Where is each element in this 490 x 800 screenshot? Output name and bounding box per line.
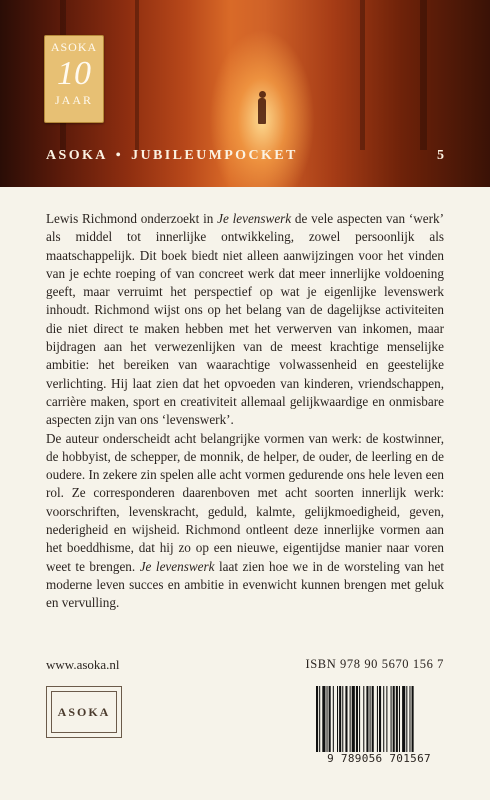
cover-image	[0, 0, 490, 187]
barcode-bar	[337, 686, 338, 752]
barcode-bar	[377, 686, 378, 752]
barcode-bar	[345, 686, 347, 752]
barcode	[314, 686, 444, 768]
walking-figure-head	[259, 91, 266, 98]
badge-number: 10	[57, 55, 91, 92]
barcode-bar	[352, 686, 355, 752]
barcode-bar	[359, 686, 360, 752]
barcode-bar	[329, 686, 331, 752]
barcode-bar	[393, 686, 395, 752]
series-title	[46, 148, 446, 170]
barcode-bar	[383, 686, 384, 752]
blurb	[46, 210, 444, 613]
blurb-p1-text-b: de vele aspecten van ‘werk’ als middel tot innerlijke ontwikkeling, zowel persoonlijk als maatschappelijk. Dit boek biedt niet alleen aanwijzingen voor het vinden van je echte roeping of van concreet werk dat meer innerlijke voldoening geeft, maar verruimt het perspectief op wat je eigenlijke levenswerk inhoudt. Richmond wijst ons op het belang van de dagelijkse activiteiten die niet direct te maken hebben met het verwerven van inkomen, maar bijdragen aan het verwezenlijken van de meest krachtige menselijke ambitie: het bereiken van waarachtige volwassenheid en geestelijke verlichting. Hij laat zien dat het opvoeden van kinderen, vriendschappen, carrière maken, sport en creativiteit allemaal gelijkwaardige en onmisbare aspecten zijn van ons ‘levenswerk’.	[46, 211, 444, 428]
logo-text: ASOKA	[57, 704, 111, 719]
book-title-ref: Je levenswerk	[139, 558, 215, 574]
barcode-bar	[379, 686, 381, 752]
badge-publisher: ASOKA	[50, 40, 98, 54]
barcode-bar	[322, 686, 325, 752]
barcode-bar	[402, 686, 405, 752]
barcode-bar	[342, 686, 343, 752]
barcode-bar	[412, 686, 414, 752]
barcode-bar	[327, 686, 328, 752]
publisher-logo	[46, 686, 122, 738]
barcode-bar	[356, 686, 358, 752]
barcode-bars	[314, 686, 444, 752]
barcode-bar	[370, 686, 371, 752]
barcode-bar	[333, 686, 334, 752]
blurb-paragraph-1	[46, 210, 444, 430]
barcode-bar	[366, 686, 368, 752]
barcode-bar	[316, 686, 318, 752]
walking-figure	[258, 98, 266, 124]
anniversary-badge	[44, 35, 104, 123]
barcode-bar	[396, 686, 398, 752]
barcode-bar	[386, 686, 387, 752]
barcode-bar	[399, 686, 400, 752]
series-separator: •	[115, 148, 124, 163]
barcode-bar	[339, 686, 341, 752]
series-subtitle: JUBILEUMPOCKET	[131, 148, 298, 163]
barcode-bar	[391, 686, 392, 752]
series-name: ASOKA	[46, 148, 108, 163]
barcode-bar	[372, 686, 374, 752]
badge-years: JAAR	[54, 93, 93, 107]
barcode-bar	[406, 686, 407, 752]
blurb-p2-text-a: De auteur onderscheidt acht belangrijke vormen van werk: de kostwinner, de hobbyist, de schepper, de monnik, de helper, de ouder, de leerling en de oudere. In zekere zin spelen alle acht vormen gedurende ons hele leven een rol. Ze corresponderen daarenboven met acht soorten innerlijk werk: voorschriften, levenskracht, geduld, kalmte, gelijkmoedigheid, geven, nederigheid en wijsheid. Richmond ontleent deze innerlijke vormen aan het boeddhisme, dat hij zo op een nieuwe, eigentijdse manier naar voren weet te brengen.	[46, 430, 444, 574]
blurb-p1-text-a: Lewis Richmond onderzoekt in	[46, 211, 218, 226]
book-title-ref: Je levenswerk	[217, 211, 292, 226]
blurb-paragraph-2	[46, 430, 444, 613]
publisher-url[interactable]: www.asoka.nl	[46, 657, 120, 672]
barcode-bar	[350, 686, 351, 752]
barcode-bar	[363, 686, 364, 752]
barcode-bar	[409, 686, 410, 752]
series-number: 5	[437, 148, 444, 163]
isbn: ISBN 978 90 5670 156 7	[305, 657, 444, 671]
blurb-p2-text-b: laat zien hoe we in de worsteling van het moderne leven succes en ambitie in evenwicht kunnen brengen met geluk en vervulling.	[46, 558, 444, 611]
barcode-digits: 9 789056 701567	[327, 752, 431, 765]
barcode-bar	[319, 686, 320, 752]
